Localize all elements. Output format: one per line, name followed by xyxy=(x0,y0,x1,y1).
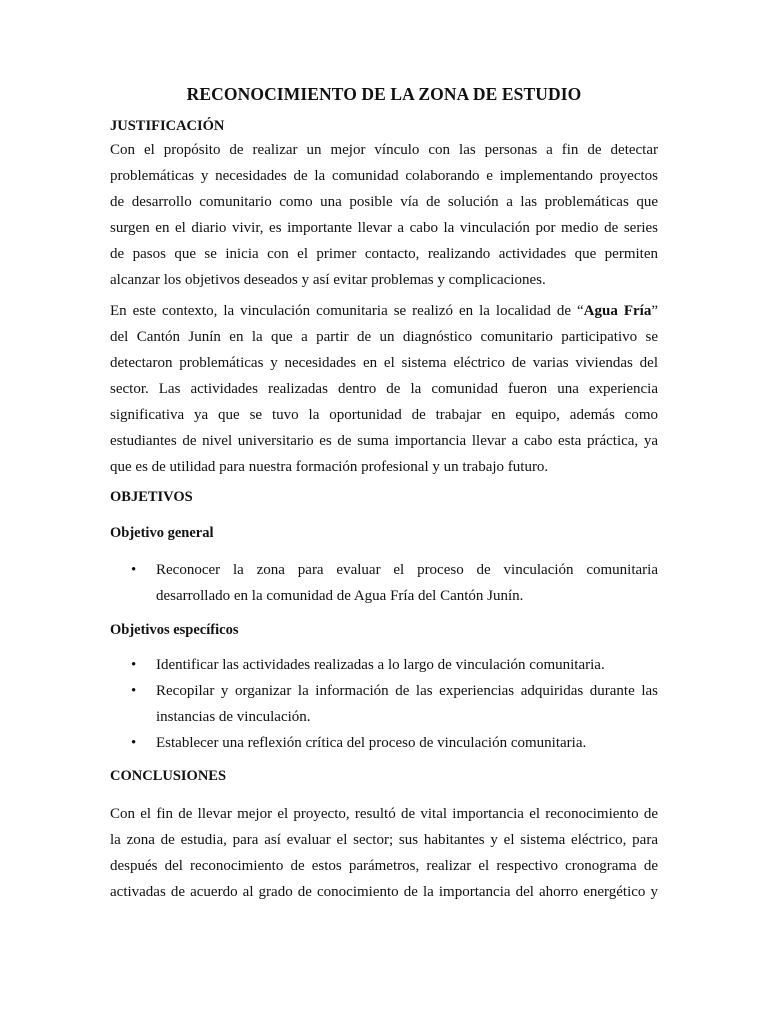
paragraph-line: significativa ya que se tuvo la oportunidad de trabajar en equipo, además como xyxy=(110,407,658,423)
objetivo-general-list xyxy=(110,557,658,609)
bullet-icon: • xyxy=(131,683,137,699)
conclusiones-heading: CONCLUSIONES xyxy=(110,768,227,784)
list-item-line: desarrollado en la comunidad de Agua Fría del Cantón Junín. xyxy=(156,588,524,604)
objetivos-heading: OBJETIVOS xyxy=(110,489,193,505)
objetivos-especificos-list xyxy=(110,652,658,756)
conclusiones-paragraph xyxy=(110,801,658,905)
list-item-line: Recopilar y organizar la información de las experiencias adquiridas durante las xyxy=(156,683,658,699)
objetivo-general-heading: Objetivo general xyxy=(110,525,214,541)
paragraph-line: la zona de estudia, para así evaluar el sector; sus habitantes y el sistema eléctrico, para xyxy=(110,832,658,848)
list-item-line: instancias de vinculación. xyxy=(156,709,311,725)
paragraph-line: detectaron problemáticas y necesidades en el sistema eléctrico de varias viviendas del xyxy=(110,355,658,371)
justificacion-heading: JUSTIFICACIÓN xyxy=(110,118,225,134)
paragraph-line: surgen en el diario vivir, es importante llevar a cabo la vinculación por medio de series xyxy=(110,220,658,236)
paragraph-line xyxy=(110,298,658,324)
paragraph-line: activadas de acuerdo al grado de conocimiento de la importancia del ahorro energético y xyxy=(110,884,658,900)
paragraph-line: Con el propósito de realizar un mejor vínculo con las personas a fin de detectar xyxy=(110,142,658,158)
list-item-line: Establecer una reflexión crítica del proceso de vinculación comunitaria. xyxy=(156,735,587,751)
list-item xyxy=(110,652,658,678)
list-item-line: Identificar las actividades realizadas a lo largo de vinculación comunitaria. xyxy=(156,657,605,673)
paragraph-line: que es de utilidad para nuestra formación profesional y un trabajo futuro. xyxy=(110,459,549,475)
paragraph-line: de pasos que se inicia con el primer contacto, realizando actividades que permiten xyxy=(110,246,658,262)
text-run: ” xyxy=(651,303,658,319)
list-item xyxy=(110,557,658,609)
paragraph-line: problemáticas y necesidades de la comunidad colaborando e implementando proyectos xyxy=(110,168,658,184)
paragraph-line: de desarrollo comunitario como una posible vía de solución a las problemáticas que xyxy=(110,194,658,210)
bullet-icon: • xyxy=(131,735,137,751)
paragraph-line: estudiantes de nivel universitario es de suma importancia llevar a cabo esta práctica, ya xyxy=(110,433,658,449)
paragraph-line: del Cantón Junín en la que a partir de un diagnóstico comunitario participativo se xyxy=(110,329,658,345)
text-run: En este contexto, la vinculación comunitaria se realizó en la localidad de “ xyxy=(110,303,584,319)
document-title: RECONOCIMIENTO DE LA ZONA DE ESTUDIO xyxy=(186,84,582,104)
bullet-icon: • xyxy=(131,657,137,673)
paragraph-line: alcanzar los objetivos deseados y así evitar problemas y complicaciones. xyxy=(110,272,546,288)
bullet-icon: • xyxy=(131,562,137,578)
list-item xyxy=(110,678,658,730)
paragraph-line: Con el fin de llevar mejor el proyecto, resultó de vital importancia el reconocimiento de xyxy=(110,806,658,822)
list-item xyxy=(110,730,658,756)
list-item-line: Reconocer la zona para evaluar el proceso de vinculación comunitaria xyxy=(156,562,658,578)
paragraph-line: sector. Las actividades realizadas dentro de la comunidad fueron una experiencia xyxy=(110,381,658,397)
justificacion-paragraph-2 xyxy=(110,298,658,480)
paragraph-line: después del reconocimiento de estos parámetros, realizar el respectivo cronograma de xyxy=(110,858,658,874)
justificacion-paragraph-1 xyxy=(110,137,658,293)
objetivos-especificos-heading: Objetivos específicos xyxy=(110,622,239,638)
place-name: Agua Fría xyxy=(583,303,652,319)
